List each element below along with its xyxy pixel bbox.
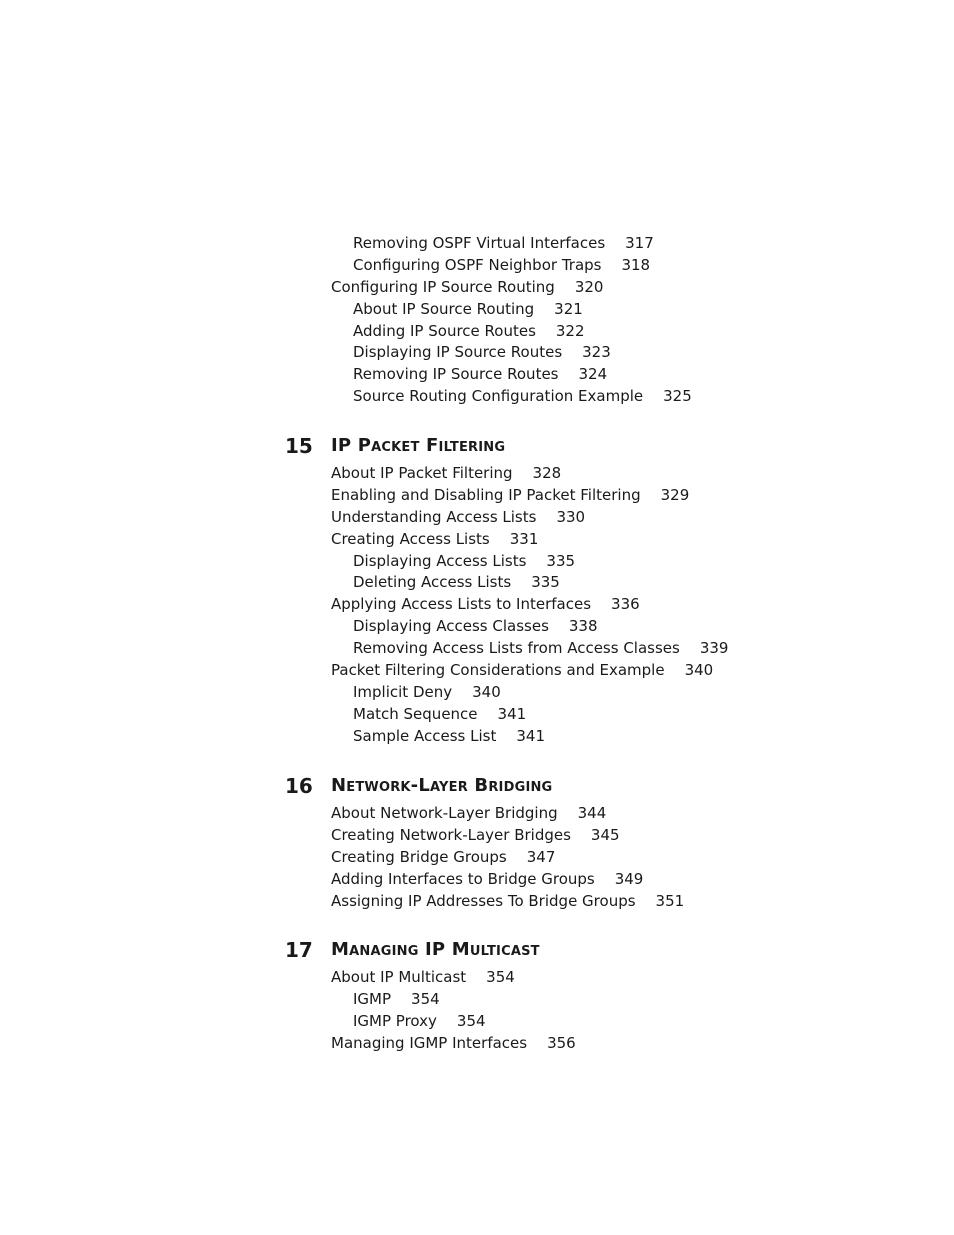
entry-page: 339 xyxy=(699,639,729,658)
toc-entry xyxy=(0,682,954,704)
entry-page: 340 xyxy=(684,661,714,680)
entry-page: 335 xyxy=(546,551,576,570)
entry-page: 336 xyxy=(611,595,640,614)
toc-entry xyxy=(0,529,954,551)
entry-title: Applying Access Lists to Interfaces xyxy=(331,595,592,614)
entry-title: About IP Multicast xyxy=(331,968,467,986)
toc-entry xyxy=(0,364,954,386)
entry-title: IGMP xyxy=(353,989,392,1008)
entry-title: Creating Bridge Groups xyxy=(331,847,507,866)
chapter-number: 17 xyxy=(285,938,313,962)
entry-title: Removing OSPF Virtual Interfaces xyxy=(353,234,606,252)
entry-page: 321 xyxy=(554,299,583,318)
entry-page: 340 xyxy=(472,682,501,701)
entry-page: 318 xyxy=(621,255,651,274)
entry-page: 341 xyxy=(497,704,527,723)
entry-title: Adding Interfaces to Bridge Groups xyxy=(331,869,595,888)
entry-page: 351 xyxy=(655,891,685,910)
entry-page: 331 xyxy=(509,529,539,548)
chapter-heading xyxy=(0,773,954,799)
entry-page: 335 xyxy=(531,573,560,592)
entry-title: About IP Source Routing xyxy=(353,299,535,318)
entry-title: Removing IP Source Routes xyxy=(353,365,559,384)
toc-entry xyxy=(0,572,954,594)
toc-entry xyxy=(0,594,954,616)
toc-entry xyxy=(0,299,954,321)
toc-entry xyxy=(0,277,954,299)
chapter-number: 15 xyxy=(285,434,313,458)
toc-entry xyxy=(0,551,954,573)
entry-page: 354 xyxy=(486,968,515,986)
entry-title: About Network-Layer Bridging xyxy=(331,804,558,822)
entry-title: Displaying IP Source Routes xyxy=(353,343,563,362)
toc-entry xyxy=(0,1011,954,1033)
toc-entry xyxy=(0,660,954,682)
entry-page: 347 xyxy=(526,847,556,866)
toc-entry xyxy=(0,803,954,825)
chapter-heading xyxy=(0,433,954,459)
continued-entries xyxy=(0,233,954,408)
toc-entry xyxy=(0,989,954,1011)
toc-entry xyxy=(0,616,954,638)
toc-entry xyxy=(0,386,954,408)
chapter-number: 16 xyxy=(285,774,313,798)
chapter-title: Network-Layer Bridging xyxy=(331,775,553,796)
entry-title: Configuring IP Source Routing xyxy=(331,277,555,296)
chapter-entries xyxy=(0,967,954,1055)
entry-title: Match Sequence xyxy=(353,704,478,723)
entry-title: About IP Packet Filtering xyxy=(331,464,513,482)
entry-page: 338 xyxy=(568,617,598,636)
entry-page: 328 xyxy=(532,464,562,482)
entry-title: Implicit Deny xyxy=(353,682,453,701)
toc-entry xyxy=(0,891,954,913)
toc-entry xyxy=(0,726,954,748)
entry-page: 324 xyxy=(578,365,608,384)
entry-page: 322 xyxy=(555,321,585,340)
toc-entry xyxy=(0,1033,954,1055)
toc-entry xyxy=(0,507,954,529)
toc-entry xyxy=(0,321,954,343)
entry-page: 341 xyxy=(516,726,545,745)
entry-title: Enabling and Disabling IP Packet Filtering xyxy=(331,485,641,504)
entry-page: 317 xyxy=(625,234,654,252)
chapter-heading xyxy=(0,937,954,963)
entry-page: 344 xyxy=(577,804,607,822)
entry-title: Adding IP Source Routes xyxy=(353,321,536,340)
chapter-entries xyxy=(0,463,954,748)
entry-title: Assigning IP Addresses To Bridge Groups xyxy=(331,891,636,910)
chapter-title: Managing IP Multicast xyxy=(331,939,540,960)
entry-title: Removing Access Lists from Access Classes xyxy=(353,639,680,658)
entry-page: 349 xyxy=(614,869,644,888)
entry-title: Configuring OSPF Neighbor Traps xyxy=(353,255,602,274)
toc-entry xyxy=(0,463,954,485)
entry-title: Deleting Access Lists xyxy=(353,573,512,592)
entry-page: 330 xyxy=(556,507,586,526)
toc-entry xyxy=(0,255,954,277)
toc-entry xyxy=(0,342,954,364)
entry-title: Managing IGMP Interfaces xyxy=(331,1033,528,1052)
entry-title: Creating Access Lists xyxy=(331,529,490,548)
entry-page: 354 xyxy=(456,1011,486,1030)
chapter-title: IP Packet Filtering xyxy=(331,435,506,456)
toc-entry xyxy=(0,485,954,507)
entry-title: Sample Access List xyxy=(353,726,497,745)
toc-entry xyxy=(0,638,954,660)
entry-page: 356 xyxy=(547,1033,576,1052)
toc-entry xyxy=(0,847,954,869)
toc-entry xyxy=(0,869,954,891)
chapter-entries xyxy=(0,803,954,912)
entry-title: Displaying Access Lists xyxy=(353,551,527,570)
entry-title: Packet Filtering Considerations and Example xyxy=(331,661,665,680)
entry-page: 329 xyxy=(660,485,690,504)
entry-title: Understanding Access Lists xyxy=(331,507,537,526)
entry-title: IGMP Proxy xyxy=(353,1011,437,1030)
entry-title: Source Routing Configuration Example xyxy=(353,387,644,406)
toc-entry xyxy=(0,233,954,255)
entry-title: Creating Network-Layer Bridges xyxy=(331,825,571,844)
toc-entry xyxy=(0,825,954,847)
entry-title: Displaying Access Classes xyxy=(353,617,549,636)
entry-page: 320 xyxy=(574,277,604,296)
toc-entry xyxy=(0,704,954,726)
entry-page: 345 xyxy=(590,825,620,844)
entry-page: 325 xyxy=(663,387,692,406)
entry-page: 323 xyxy=(582,343,611,362)
toc-entry xyxy=(0,967,954,989)
entry-page: 354 xyxy=(411,989,440,1008)
